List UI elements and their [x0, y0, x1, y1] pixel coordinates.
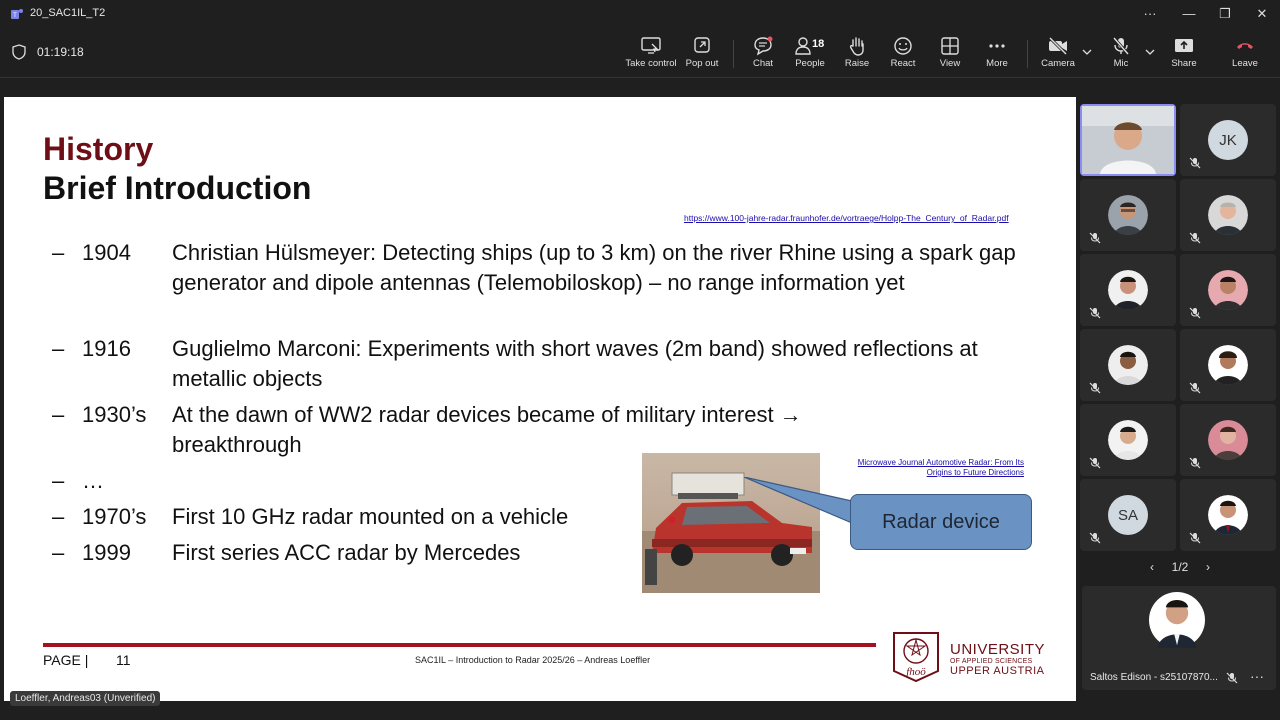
- timeline-year: 1970’s: [82, 504, 147, 529]
- hand-icon: [846, 36, 868, 56]
- timeline-text: At the dawn of WW2 radar devices became of military interest → breakthrough: [172, 402, 802, 457]
- mic-off-icon: [1226, 672, 1238, 684]
- view-label: View: [939, 58, 961, 69]
- participant-tile[interactable]: [1180, 329, 1276, 401]
- chat-label: Chat: [752, 58, 774, 69]
- mic-off-icon: [1189, 532, 1201, 544]
- mic-button[interactable]: [1106, 36, 1136, 76]
- avatar: [1208, 420, 1248, 460]
- avatar: [1108, 345, 1148, 385]
- avatar: [1208, 195, 1248, 235]
- window-restore-button[interactable]: ❐: [1219, 6, 1231, 21]
- chat-button[interactable]: [748, 36, 778, 76]
- timeline-year: 1904: [82, 240, 131, 265]
- window-title: 20_SAC1IL_T2: [30, 7, 106, 19]
- meeting-timer: 01:19:18: [37, 45, 84, 59]
- gallery-pager: [1150, 560, 1210, 574]
- participant-tile[interactable]: [1180, 404, 1276, 476]
- camera-label: Camera: [1041, 58, 1075, 69]
- participant-tile[interactable]: [1180, 479, 1276, 551]
- mic-off-icon: [1089, 532, 1101, 544]
- timeline-text: Christian Hülsmeyer: Detecting ships (up to 3 km) on the river Rhine using a spark gap generator and dipole antennas (Telemobiloskop) – no range information yet: [172, 240, 1016, 295]
- avatar: [1108, 195, 1148, 235]
- mic-off-icon: [1110, 36, 1132, 56]
- university-logo-icon: [886, 627, 946, 683]
- participant-more-icon[interactable]: ···: [1250, 668, 1264, 684]
- avatar: [1108, 270, 1148, 310]
- next-page-icon[interactable]: ›: [1206, 560, 1210, 574]
- university-line2: OF APPLIED SCIENCES: [950, 658, 1033, 665]
- timeline-text: First series ACC radar by Mercedes: [172, 540, 521, 565]
- react-label: React: [890, 58, 916, 69]
- page-number: 11: [116, 652, 131, 668]
- mic-off-icon: [1089, 457, 1101, 469]
- leave-button[interactable]: [1229, 36, 1261, 76]
- camera-options-chevron-icon[interactable]: [1081, 46, 1093, 58]
- share-icon: [1173, 36, 1195, 56]
- university-line1: UNIVERSITY: [950, 641, 1046, 658]
- shield-icon: [12, 44, 26, 60]
- slide-subtitle: Brief Introduction: [43, 170, 312, 206]
- pinned-participant-name: Saltos Edison - s25107870...: [1090, 672, 1218, 683]
- participant-tile[interactable]: [1080, 254, 1176, 326]
- toolbar-separator: [1027, 40, 1028, 68]
- svg-text:fhoö: fhoö: [906, 666, 926, 678]
- page-label: PAGE |: [43, 652, 89, 668]
- source-link[interactable]: https://www.100-jahre-radar.fraunhofer.de/vortraege/Holpp-The_Century_of_Radar.pdf: [684, 213, 1009, 223]
- footer-accent-line: [43, 643, 876, 647]
- image-source-link[interactable]: Microwave Journal Automotive Radar: From Its Origins to Future Directions: [857, 458, 1024, 477]
- people-button[interactable]: [792, 36, 828, 76]
- leave-label: Leave: [1232, 58, 1258, 69]
- mic-off-icon: [1089, 307, 1101, 319]
- presentation-slide: [4, 97, 1076, 701]
- timeline-year: 1930’s: [82, 402, 147, 427]
- participant-video: [1082, 106, 1174, 174]
- timeline-year: 1916: [82, 336, 131, 361]
- avatar: [1208, 270, 1248, 310]
- grid-view-icon: [939, 36, 961, 56]
- mic-off-icon: [1189, 382, 1201, 394]
- raise-label: Raise: [844, 58, 870, 69]
- more-icon: [986, 36, 1008, 56]
- slide-title: History: [43, 131, 154, 167]
- avatar: [1149, 592, 1205, 648]
- previous-page-icon[interactable]: ‹: [1150, 560, 1154, 574]
- window-more-icon[interactable]: ···: [1143, 6, 1157, 21]
- pinned-participant-tile[interactable]: [1082, 586, 1276, 690]
- window-titlebar: [0, 0, 1280, 28]
- share-button[interactable]: [1169, 36, 1199, 76]
- mic-off-icon: [1089, 382, 1101, 394]
- mic-off-icon: [1089, 232, 1101, 244]
- mic-options-chevron-icon[interactable]: [1144, 46, 1156, 58]
- slide-footer-text: SAC1IL – Introduction to Radar 2025/26 – Andreas Loeffler: [415, 655, 651, 665]
- avatar: [1108, 420, 1148, 460]
- mic-off-icon: [1189, 457, 1201, 469]
- participant-tile[interactable]: [1180, 179, 1276, 251]
- bullet-dash: –: [52, 504, 65, 529]
- mic-off-icon: [1189, 307, 1201, 319]
- bullet-dash: –: [52, 468, 65, 493]
- avatar: [1208, 345, 1248, 385]
- camera-off-icon: [1047, 36, 1069, 56]
- participant-tile[interactable]: [1180, 254, 1276, 326]
- participant-tile-jk[interactable]: [1180, 104, 1276, 176]
- take-control-button[interactable]: [624, 36, 678, 76]
- university-name: [950, 641, 1045, 677]
- bullet-dash: –: [52, 240, 65, 265]
- window-minimize-button[interactable]: —: [1182, 6, 1196, 21]
- more-label: More: [986, 58, 1008, 69]
- radar-device-callout: Radar device: [850, 494, 1032, 550]
- timeline-year: 1999: [82, 540, 131, 565]
- take-control-label: Take control: [625, 58, 677, 69]
- avatar: SA: [1108, 495, 1148, 535]
- timeline-text: Guglielmo Marconi: Experiments with short waves (2m band) showed reflections at metallic objects: [172, 336, 978, 391]
- participant-tile[interactable]: [1080, 179, 1176, 251]
- timeline-text: First 10 GHz radar mounted on a vehicle: [172, 504, 569, 529]
- avatar: JK: [1208, 120, 1248, 160]
- camera-button[interactable]: [1040, 36, 1076, 76]
- participant-tile-sa[interactable]: [1080, 479, 1176, 551]
- teams-app-icon: [10, 7, 24, 21]
- view-button[interactable]: [935, 36, 965, 76]
- avatar: [1208, 495, 1248, 535]
- react-button[interactable]: [888, 36, 918, 76]
- toolbar-separator: [733, 40, 734, 68]
- callout-pointer: [744, 477, 864, 527]
- pop-out-label: Pop out: [685, 58, 719, 69]
- gallery-page-indicator: 1/2: [1171, 560, 1189, 574]
- hang-up-icon: [1234, 36, 1256, 56]
- more-button[interactable]: [982, 36, 1012, 76]
- timeline-year: …: [82, 468, 104, 493]
- people-label: People: [795, 58, 825, 69]
- university-line3: UPPER AUSTRIA: [950, 665, 1045, 677]
- bullet-dash: –: [52, 540, 65, 565]
- participant-tile[interactable]: [1080, 404, 1176, 476]
- chat-icon: [752, 36, 774, 56]
- pop-out-icon: [691, 36, 713, 56]
- pop-out-button[interactable]: [684, 36, 720, 76]
- raise-hand-button[interactable]: [842, 36, 872, 76]
- bullet-dash: –: [52, 336, 65, 361]
- emoji-icon: [892, 36, 914, 56]
- mic-off-icon: [1189, 232, 1201, 244]
- take-control-icon: [640, 36, 662, 56]
- share-label: Share: [1171, 58, 1197, 69]
- window-close-button[interactable]: ✕: [1256, 6, 1268, 21]
- svg-text:T: T: [13, 13, 17, 19]
- mic-label: Mic: [1113, 58, 1129, 69]
- participant-tile[interactable]: [1080, 329, 1176, 401]
- bullet-dash: –: [52, 402, 65, 427]
- meeting-toolbar: [0, 28, 1280, 78]
- presenter-name-tag: Loeffler, Andreas03 (Unverified): [10, 691, 160, 706]
- mic-off-icon: [1189, 157, 1201, 169]
- people-count: 18: [812, 38, 825, 50]
- participant-tile-presenter[interactable]: [1080, 104, 1176, 176]
